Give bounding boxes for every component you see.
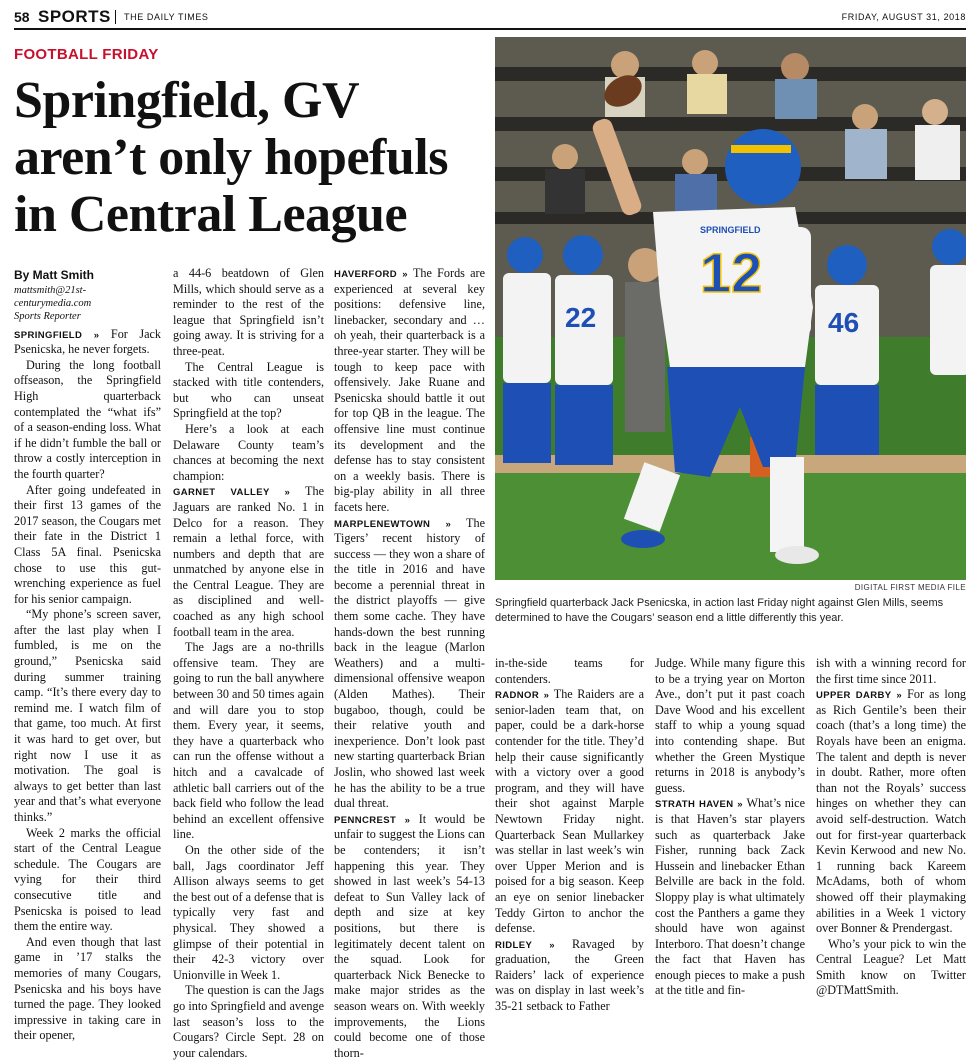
paragraph: On the other side of the ball, Jags coordinator Jeff Allison always seems to get the best out of a defense that is typically very fast and physical. They showed a glimpse of their potential in their 42-3 victory over Unionville in Week 1. xyxy=(173,842,324,982)
photo-caption: Springfield quarterback Jack Psenicska, in action last Friday night against Glen Mills, seems determined to have the Cougars’ season end a little differently this year. xyxy=(495,597,944,624)
headline: Springfield, GV aren’t only hopefuls in Central League xyxy=(14,72,448,243)
header-rule xyxy=(14,28,966,30)
lead-text: For Jack Psenicska, he never forgets. xyxy=(14,326,161,357)
article-column-6 xyxy=(816,656,966,999)
team-section-garnet-valley xyxy=(173,484,324,640)
team-section-upper-darby xyxy=(816,687,966,937)
page-number: 58 xyxy=(14,9,30,25)
paragraph: The question is can the Jags go into Springfield and avenge last season’s loss to the Cougars? Circle Sept. 28 on your calendars. xyxy=(173,983,324,1060)
team-text: For as long as Rich Gentile’s been their coach (that’s a long time) the Royals have been an enigma. The talent and depth is never in doubt. Rather, more often than not the Royals’ success hinges on whether they can avoid self-destruction. Watch out for first-year quarterback Kevin Kerwood and new No. 1 running back Kareem McAdams, both of whom showed off their playmaking abilities in a Week 1 victory over Bonner & Prendergast. xyxy=(816,687,966,936)
team-section-strath-haven xyxy=(655,796,805,999)
team-text: The Raiders are a senior-laden team that, on paper, could be a dark-horse contender for the title. They’d help their cause significantly with a victory over a good program, and they will have their shot against Marple Newtown Friday night. Quarterback Sean Mullarkey was stellar in last week’s win over Upper Merion and is poised for a big season. Keep an eye on senior linebacker Teddy Girton to anchor the defense. xyxy=(495,687,644,936)
article-photo xyxy=(495,37,966,580)
team-text: Ravaged by graduation, the Green Raiders’ lack of experience was on display in last week’s 35-21 setback to Father xyxy=(495,936,644,1014)
closing-paragraph: Who’s your pick to win the Central League? Let Matt Smith know on Twitter @DTMattSmith. xyxy=(816,936,966,998)
paragraph: During the long football offseason, the Springfield High quarterback contemplated the “what ifs” of a season-ending loss. What if he didn’t fumble the ball or throw a costly interception in the fourth quarter? xyxy=(14,357,161,481)
jersey-number-12: 12 xyxy=(700,241,763,304)
article-column-1 xyxy=(14,268,161,1044)
jersey-number-22: 22 xyxy=(565,302,597,333)
paragraph: The Central League is stacked with title contenders, but who can unseat Springfield at the top? xyxy=(173,359,324,421)
paragraph: ish with a winning record for the first time since 2011. xyxy=(816,656,966,686)
article-column-5 xyxy=(655,656,805,999)
paragraph: Week 2 marks the official start of the Central League schedule. The Cougars are vying for their third consecutive title and Psenicska is poised to lead them the entire way. xyxy=(14,825,161,934)
header-divider xyxy=(115,10,116,24)
dateline-label: SPRINGFIELD » xyxy=(14,329,100,341)
team-label: PENNCREST » xyxy=(334,814,411,826)
paragraph: After going undefeated in their first 13 games of the 2017 season, the Cougars met their fate in the District 1 Class 5A final. Psenicska chose to use this gut-wrenching experience as fuel for his senior campaign. xyxy=(14,482,161,606)
paragraph: And even though that last game in ’17 stalks the memories of many Cougars, Psenicska and his boys have turned the page. They looked impressive in taking care in their opener, xyxy=(14,934,161,1043)
article-column-2 xyxy=(173,266,324,1061)
team-section-marple-newtown xyxy=(334,516,485,812)
section-name: SPORTS xyxy=(38,7,111,26)
jersey-number-46: 46 xyxy=(828,307,860,338)
team-text: It would be unfair to suggest the Lions can be contenders; it isn’t happening this year. They showed in last week’s 54-13 defeat to Sun Valley lack of depth and size at key positions, but there is legitimately decent talent on the squad. Look for quarterback Nick Benecke to make major strides as the season wears on. With weekly improvements, the Lions could become one of those thorn- xyxy=(334,811,485,1060)
lead-paragraph xyxy=(14,327,161,358)
page-header xyxy=(14,8,966,26)
team-section-ridley xyxy=(495,937,644,1015)
team-label: MARPLENEWTOWN » xyxy=(334,518,452,530)
team-section-penncrest xyxy=(334,812,485,1061)
photo-credit: DIGITAL FIRST MEDIA FILE xyxy=(854,583,966,592)
byline-name: By Matt Smith xyxy=(14,268,95,282)
team-section-haverford xyxy=(334,266,485,516)
team-label: UPPER DARBY » xyxy=(816,690,903,702)
kicker: FOOTBALL FRIDAY xyxy=(14,46,159,63)
paragraph: in-the-side teams for contenders. xyxy=(495,656,644,686)
team-text: The Tigers’ recent history of success — they won a share of the title in 2016 and have become a perennial threat in the district playoffs — give them some cache. They have hands-down the best running back in the league (Marlon Weathers) and a multi-dimensional offensive weapon (Alden Mathes). Their bugaboo, though, could be their relative youth and inexperience. Don’t look past new starting quarterback Brian Joslin, who showed last week he has the ability to be a true dual threat. xyxy=(334,515,486,811)
team-text: What’s nice is that Haven’s star players such as quarterback Jake Fisher, running back Zack Hussein and linebacker Ethan Belville are back in the fold. Sloppy play is what ultimately cost the Panthers a game they should have won against Interboro. That doesn’t change the fact that Haven has enough pieces to make a push at the title and fin- xyxy=(655,796,805,998)
paper-name: THE DAILY TIMES xyxy=(124,12,209,22)
paragraph: Here’s a look at each Delaware County team’s chances at becoming the next champion: xyxy=(173,421,324,483)
team-section-radnor xyxy=(495,687,644,937)
team-label: RADNOR » xyxy=(495,690,550,702)
issue-date: FRIDAY, AUGUST 31, 2018 xyxy=(841,12,966,22)
team-text: The Jaguars are ranked No. 1 in Delco for a reason. They remain a lethal force, with numbers and depth that are unmatched by anyone else in the Central League. They are as disciplined and well-coached as any high school football team in the area. xyxy=(173,484,324,639)
byline-email: mattsmith@21st-centurymedia.com xyxy=(14,284,92,309)
article-column-4 xyxy=(495,656,644,1015)
helmet xyxy=(725,129,801,205)
paragraph: a 44-6 beatdown of Glen Mills, which should serve as a reminder to the rest of the league that Springfield isn’t going away. It is striving for a three-peat. xyxy=(173,266,324,358)
byline-role: Sports Reporter xyxy=(14,310,81,322)
team-label: GARNET VALLEY » xyxy=(173,487,291,499)
team-text: The Fords are experienced at several key positions: defensive line, linebacker, secondary and … oh yeah, their quarterback is a three-year starter. They will be tough to keep pace with offensively. Jake Ruane and Psenicska should battle it out for top QB in the league. The offensive line must continue its development and the defense has to stay consistent on a weekly basis. There is big-play ability in all three facets here. xyxy=(334,266,485,514)
byline xyxy=(14,268,161,323)
paragraph: The Jags are a no-thrills offensive team. They are going to run the ball anywhere between 30 and 50 times again and will dare you to stop them. Every year, it seems, they have a quarterback who can run the offense without a hitch and a cavalcade of athletic ball carriers out of the back field who follow the lead behind an excellent offensive line. xyxy=(173,640,324,842)
jersey-wordmark: SPRINGFIELD xyxy=(700,225,761,235)
team-label: HAVERFORD » xyxy=(334,269,408,280)
team-label: RIDLEY » xyxy=(495,939,555,951)
paragraph: “My phone’s screen saver, after the last play when I fumbled, is me on the ground,” Psenicska said during summer training camp. “It’s there every day to remind me. I watch film of that game, too much. At first it was hard to get over, but right now I use it as motivation. The goal is always to get better than last year and that’s what everyone thinks.” xyxy=(14,607,161,824)
quarterback-photo xyxy=(495,37,966,580)
team-label: STRATH HAVEN » xyxy=(655,799,743,811)
article-column-3 xyxy=(334,266,485,1061)
paragraph: Judge. While many figure this to be a trying year on Morton Ave., don’t put it past coach Dave Wood and his excellent staff to whip a young squad into contending shape. But whether the Green Mystique returns in 2018 is anybody’s guess. xyxy=(655,656,805,795)
